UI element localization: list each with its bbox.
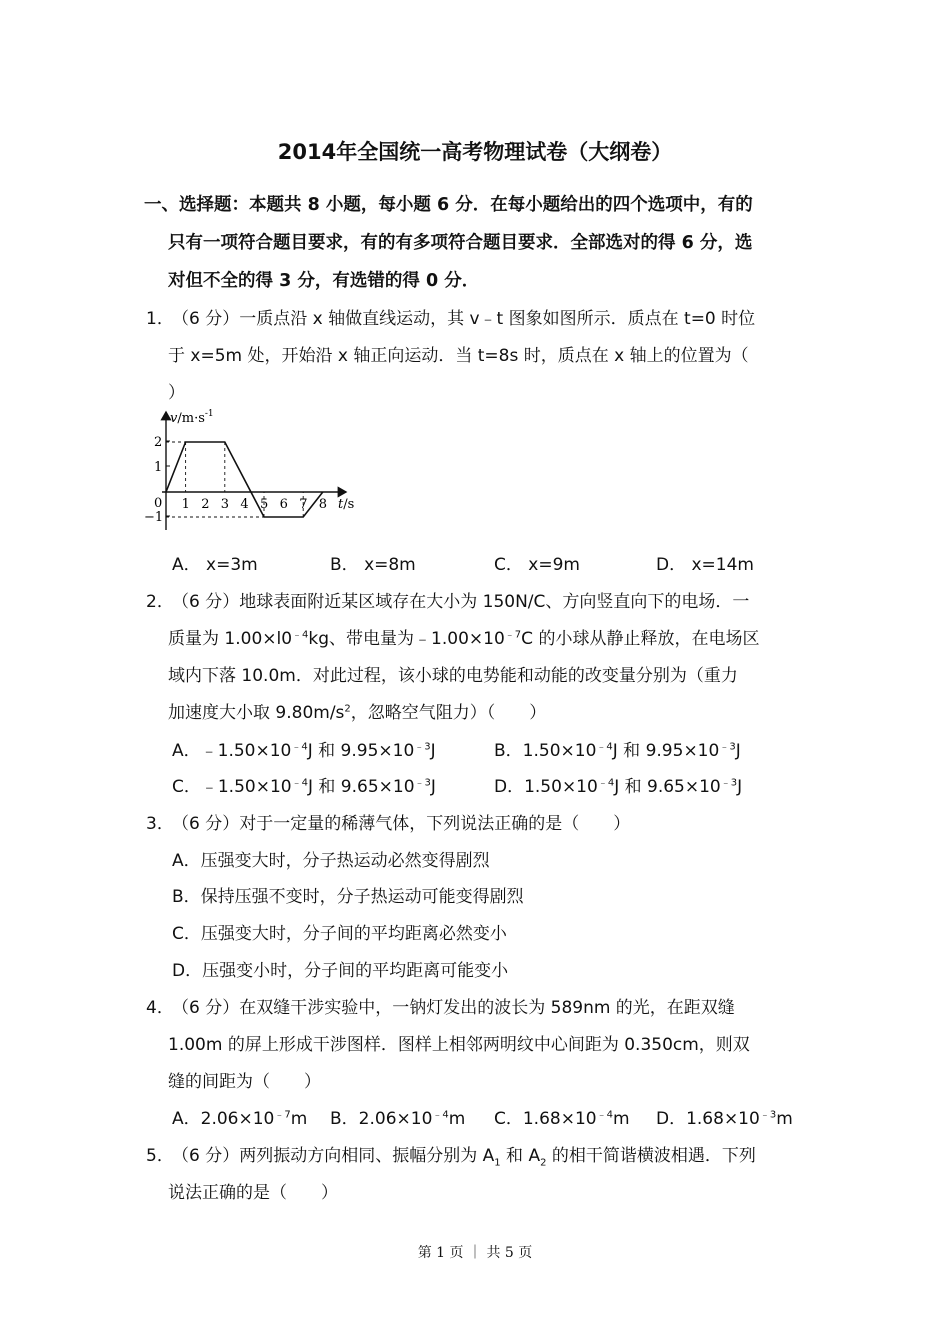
- x-tick-label: 8: [318, 497, 328, 512]
- x-axis-label: t/s: [338, 497, 355, 512]
- q1-stem-line1: （6 分）一质点沿 x 轴做直线运动，其 v﹣t 图象如图所示．质点在 t=0 时位: [172, 309, 756, 329]
- q1-option-d: D． x=14m: [656, 555, 754, 575]
- q4-number: 4．: [146, 998, 174, 1018]
- q5-stem-line2: 说法正确的是（ ）: [168, 1183, 338, 1203]
- q2-number: 2．: [146, 592, 174, 612]
- q2-option-a: A．$﹣1.50\times 10^{﹣4}J$ 和 $9.95\times 10^{﹣3}J$: [172, 741, 436, 761]
- q5-number: 5．: [146, 1146, 174, 1166]
- q4-option-c: C．$1.68\times 10^{﹣4}m$: [494, 1109, 630, 1129]
- q1-option-b: B． x=8m: [330, 555, 416, 575]
- y-tick-label: −1: [144, 510, 164, 525]
- x-tick-label: 6: [279, 497, 288, 512]
- q1-option-a: A． x=3m: [172, 555, 258, 575]
- q3-number: 3．: [146, 814, 174, 834]
- q3-option-d: D．压强变小时，分子间的平均距离可能变小: [172, 961, 509, 981]
- q4-stem-line2: 1.00m 的屏上形成干涉图样．图样上相邻两明纹中心间距为 0.350cm，则双: [168, 1035, 750, 1055]
- page-title: 2014年全国统一高考物理试卷（大纲卷）: [277, 140, 673, 164]
- q4-option-a: A．$2.06\times 10^{﹣7}m$: [172, 1109, 308, 1129]
- q2-stem-line1: （6 分）地球表面附近某区域存在大小为 150N/C、方向竖直向下的电场．一: [172, 592, 750, 612]
- q2-option-b: B．$1.50\times 10^{﹣4}J$ 和 $9.95\times 10^{﹣3}J$: [494, 741, 741, 761]
- q3-stem-line1: （6 分）对于一定量的稀薄气体，下列说法正确的是（ ）: [172, 814, 631, 834]
- q4-option-d: D．$1.68\times 10^{﹣3}m$: [656, 1109, 793, 1129]
- q2-stem-line3: 域内下落 10.0m．对此过程，该小球的电势能和动能的改变量分别为（重力: [168, 666, 738, 686]
- x-tick-label: 1: [181, 497, 190, 512]
- q1-number: 1．: [146, 309, 174, 329]
- y-tick-label: 2: [154, 435, 163, 450]
- x-tick-label: 3: [220, 497, 230, 512]
- y-tick-label: 1: [154, 460, 163, 475]
- q2-stem-line4: 加速度大小取 $9.80m/s^2$，忽略空气阻力）（ ）: [168, 703, 547, 723]
- page-footer: 第 1 页 ｜ 共 5 页: [417, 1245, 533, 1261]
- y-axis-label: $v/m\cdot s^{-1}$: [170, 409, 214, 426]
- x-tick-label: 2: [201, 497, 210, 512]
- q3-option-b: B．保持压强不变时，分子热运动可能变得剧烈: [172, 887, 524, 907]
- q4-option-b: B．$2.06\times 10^{﹣4}m$: [330, 1109, 466, 1129]
- q3-option-a: A．压强变大时，分子热运动必然变得剧烈: [172, 851, 490, 871]
- q4-stem-line1: （6 分）在双缝干涉实验中，一钠灯发出的波长为 589nm 的光，在距双缝: [172, 998, 735, 1018]
- q1-option-c: C． x=9m: [494, 555, 580, 575]
- x-tick-label: 7: [299, 497, 308, 512]
- q2-option-c: C．$﹣1.50\times 10^{﹣4}J$ 和 $9.65\times 10^{﹣3}J$: [172, 777, 436, 797]
- y-tick-label: 0: [154, 496, 163, 511]
- q1-stem-line3: ）: [168, 383, 185, 403]
- x-tick-label: 5: [260, 497, 269, 512]
- section-heading-line2: 只有一项符合题目要求，有的有多项符合题目要求．全部选对的得 6 分，选: [168, 233, 753, 253]
- q2-stem-line2: 质量为 $1.00\times l0^{﹣4}kg$、带电量为$﹣1.00\times 10^{﹣7}C$ 的小球从静止释放，在电场区: [168, 629, 760, 649]
- section-heading-line1: 一、选择题：本题共 8 小题，每小题 6 分．在每小题给出的四个选项中，有的: [144, 195, 753, 215]
- q5-stem-line1: （6 分）两列振动方向相同、振幅分别为 $A_1$ 和 $A_2$ 的相干简谐横波相遇．下列: [172, 1146, 756, 1169]
- x-tick-label: 4: [240, 497, 249, 512]
- section-heading-line3: 对但不全的得 3 分，有选错的得 0 分．: [168, 271, 480, 291]
- q3-option-c: C．压强变大时，分子间的平均距离必然变小: [172, 924, 507, 944]
- vt-graph: [140, 404, 380, 540]
- q1-stem-line2: 于 x=5m 处，开始沿 x 轴正向运动．当 t=8s 时，质点在 x 轴上的位置为（: [168, 346, 749, 366]
- q2-option-d: D．$1.50\times 10^{﹣4}J$ 和 $9.65\times 10^{﹣3}J$: [494, 777, 743, 797]
- q4-stem-line3: 缝的间距为（ ）: [168, 1072, 321, 1092]
